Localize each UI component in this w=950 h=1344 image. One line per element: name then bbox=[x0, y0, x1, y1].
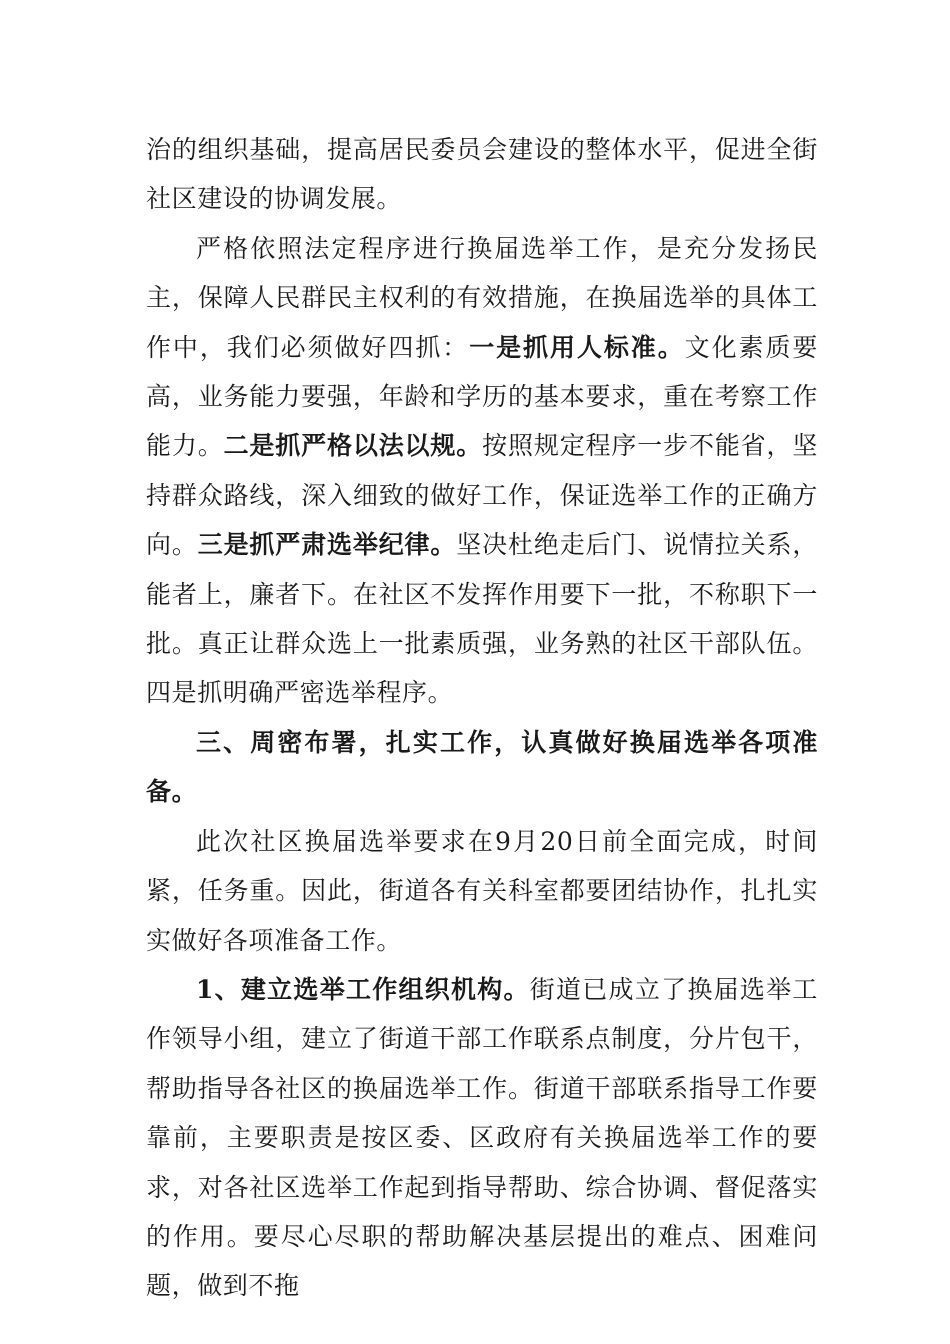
paragraph-text: 文化素质要高，业务能力要强，年龄和学历的基本要求，重在考察工作能力。 bbox=[146, 332, 818, 461]
bold-subheading-one: 1、建立选举工作组织机构。 bbox=[196, 974, 530, 1004]
paragraph-organization bbox=[146, 965, 818, 1311]
document-body bbox=[146, 125, 818, 1311]
bold-point-three: 三是抓严肃选举纪律。 bbox=[197, 530, 457, 560]
paragraph-deadline: 此次社区换届选举要求在9月20日前全面完成，时间紧，任务重。因此，街道各有关科室都要团结协作，扎扎实实做好各项准备工作。 bbox=[146, 826, 818, 955]
paragraph-intro-continued: 治的组织基础，提高居民委员会建设的整体水平，促进全街社区建设的协调发展。 bbox=[146, 135, 818, 214]
bold-point-two: 二是抓严格以法以规。 bbox=[223, 431, 483, 461]
paragraph-four-grasps bbox=[146, 224, 818, 718]
section-heading-three: 三、周密布署，扎实工作，认真做好换届选举各项准备。 bbox=[146, 727, 818, 807]
paragraph-text: 街道已成立了换届选举工作领导小组，建立了街道干部工作联系点制度，分片包干，帮助指导各社区的换届选举工作。街道干部联系指导工作要靠前，主要职责是按区委、区政府有关换届选举工作的要求，对各社区选举工作起到指导帮助、综合协调、督促落实的作用。要尽心尽职的帮助解决基层提出的难点、困难问题，做到不拖 bbox=[146, 974, 818, 1301]
paragraph-text: 坚决杜绝走后门、说情拉关系，能者上，廉者下。在社区不发挥作用要下一批，不称职下一批。真正让群众选上一批素质强，业务熟的社区干部队伍。四是抓明确严密选举程序。 bbox=[146, 530, 818, 708]
bold-point-one: 一是抓用人标准。 bbox=[469, 332, 685, 362]
paragraph-text: 按照规定程序一步不能省，坚持群众路线，深入细致的做好工作，保证选举工作的正确方向。 bbox=[146, 431, 818, 560]
paragraph-text: 严格依照法定程序进行换届选举工作，是充分发扬民主，保障人民群民主权利的有效措施，在换届选举的具体工作中，我们必须做好四抓： bbox=[146, 233, 818, 362]
